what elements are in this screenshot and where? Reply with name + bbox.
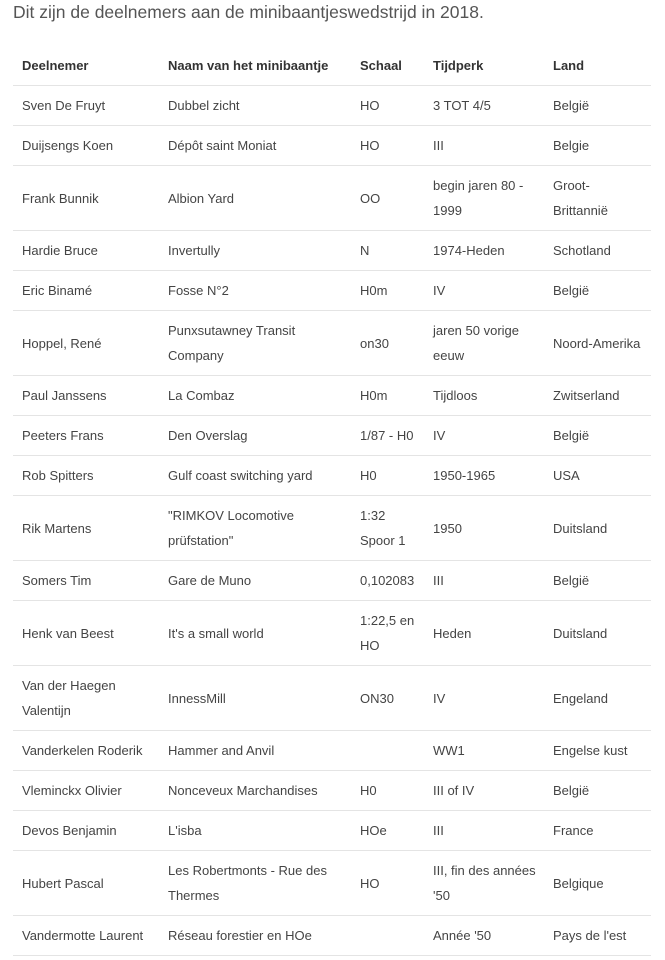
- cell-text: Fosse N°2: [168, 283, 229, 298]
- cell-text: Vandermotte Laurent: [22, 928, 144, 943]
- cell-land: [544, 916, 651, 956]
- cell-schaal: [351, 771, 424, 811]
- cell-text: Tijdloos: [433, 388, 478, 403]
- cell-land: [544, 851, 651, 916]
- cell-land: [544, 601, 651, 666]
- cell-text: InnessMill: [168, 690, 226, 706]
- cell-text: Invertully: [168, 243, 221, 258]
- cell-text: IV: [433, 428, 446, 443]
- cell-text: Vleminckx Olivier: [22, 783, 122, 798]
- cell-land: [544, 496, 651, 561]
- cell-text: Groot-: [553, 178, 590, 193]
- cell-tijdperk: [424, 166, 544, 231]
- cell-schaal: [351, 811, 424, 851]
- cell-text: Dubbel zicht: [168, 98, 240, 113]
- cell-tijdperk: [424, 311, 544, 376]
- cell-text: L'isba: [168, 823, 202, 838]
- cell-text: Hammer and Anvil: [168, 743, 275, 758]
- cell-text: Hubert Pascal: [22, 875, 104, 891]
- cell-text: 0,102083: [360, 573, 415, 588]
- cell-text: III of IV: [433, 783, 475, 798]
- cell-deelnemer: [13, 126, 159, 166]
- cell-text: 1974-Heden: [433, 243, 505, 258]
- cell-text: III: [433, 138, 444, 153]
- cell-schaal: [351, 561, 424, 601]
- table-row: [13, 271, 651, 311]
- cell-text: '50: [433, 888, 450, 903]
- cell-text: HO: [360, 638, 380, 653]
- table-row: [13, 771, 651, 811]
- cell-text: Engelse kust: [553, 743, 628, 758]
- cell-deelnemer: [13, 851, 159, 916]
- cell-tijdperk: [424, 456, 544, 496]
- cell-text: Paul Janssens: [22, 388, 107, 403]
- cell-naam: [159, 811, 351, 851]
- cell-text: Brittannië: [553, 203, 608, 218]
- cell-tijdperk: [424, 666, 544, 731]
- cell-text: Rob Spitters: [22, 468, 94, 483]
- cell-naam: [159, 126, 351, 166]
- table-row: [13, 456, 651, 496]
- cell-naam: [159, 271, 351, 311]
- cell-deelnemer: [13, 496, 159, 561]
- cell-land: [544, 811, 651, 851]
- cell-text: Duijsengs Koen: [22, 138, 114, 153]
- cell-text: jaren 50 vorige: [433, 323, 519, 338]
- cell-naam: [159, 166, 351, 231]
- cell-schaal: [351, 916, 424, 956]
- cell-text: IV: [433, 283, 446, 298]
- cell-land: [544, 456, 651, 496]
- cell-text: 1950-1965: [433, 468, 496, 483]
- cell-deelnemer: [13, 231, 159, 271]
- cell-naam: [159, 666, 351, 731]
- cell-text: Frank Bunnik: [22, 190, 99, 206]
- cell-text: Heden: [433, 625, 472, 641]
- cell-text: Devos Benjamin: [22, 823, 117, 838]
- cell-deelnemer: [13, 376, 159, 416]
- cell-text: Engeland: [553, 690, 608, 706]
- cell-text: Vanderkelen Roderik: [22, 743, 143, 758]
- cell-text: H0: [360, 783, 377, 798]
- cell-text: Gulf coast switching yard: [168, 468, 313, 483]
- cell-text: Peeters Frans: [22, 428, 104, 443]
- cell-text: Hoppel, René: [22, 335, 102, 351]
- table-row: [13, 561, 651, 601]
- cell-text: Pays de l'est: [553, 928, 627, 943]
- cell-land: [544, 376, 651, 416]
- cell-deelnemer: [13, 416, 159, 456]
- cell-text: WW1: [433, 743, 465, 758]
- cell-text: begin jaren 80 -: [433, 178, 524, 193]
- cell-text: H0m: [360, 388, 388, 403]
- table-row: [13, 916, 651, 956]
- table-body: [13, 86, 651, 956]
- cell-text: België: [553, 783, 590, 798]
- cell-text: Nonceveux Marchandises: [168, 783, 318, 798]
- table-row: [13, 811, 651, 851]
- table-row: [13, 666, 651, 731]
- column-header-schaal: Schaal: [351, 46, 424, 86]
- cell-text: III: [433, 573, 444, 588]
- cell-deelnemer: [13, 456, 159, 496]
- table-row: [13, 851, 651, 916]
- cell-naam: [159, 376, 351, 416]
- table-row: [13, 731, 651, 771]
- cell-tijdperk: [424, 496, 544, 561]
- cell-naam: [159, 311, 351, 376]
- cell-text: Duitsland: [553, 520, 608, 536]
- cell-text: Eric Binamé: [22, 283, 93, 298]
- cell-deelnemer: [13, 601, 159, 666]
- cell-schaal: [351, 456, 424, 496]
- cell-text: OO: [360, 190, 381, 206]
- cell-tijdperk: [424, 376, 544, 416]
- cell-tijdperk: [424, 811, 544, 851]
- cell-schaal: [351, 416, 424, 456]
- cell-land: [544, 416, 651, 456]
- cell-text: Hardie Bruce: [22, 243, 98, 258]
- table-row: [13, 231, 651, 271]
- cell-schaal: [351, 126, 424, 166]
- cell-text: Den Overslag: [168, 428, 248, 443]
- cell-land: [544, 231, 651, 271]
- cell-schaal: [351, 86, 424, 126]
- cell-text: 3 TOT 4/5: [433, 98, 491, 113]
- cell-schaal: [351, 601, 424, 666]
- cell-text: III: [433, 823, 444, 838]
- column-header-naam: Naam van het minibaantje: [159, 46, 351, 86]
- cell-text: on30: [360, 335, 389, 351]
- cell-text: "RIMKOV Locomotive: [168, 508, 294, 523]
- cell-text: HOe: [360, 823, 387, 838]
- cell-tijdperk: [424, 416, 544, 456]
- cell-naam: [159, 231, 351, 271]
- table-row: [13, 86, 651, 126]
- cell-tijdperk: [424, 126, 544, 166]
- cell-tijdperk: [424, 231, 544, 271]
- cell-naam: [159, 456, 351, 496]
- cell-naam: [159, 496, 351, 561]
- table-row: [13, 166, 651, 231]
- cell-deelnemer: [13, 166, 159, 231]
- cell-land: [544, 561, 651, 601]
- cell-land: [544, 166, 651, 231]
- cell-naam: [159, 416, 351, 456]
- table-row: [13, 601, 651, 666]
- cell-land: [544, 86, 651, 126]
- cell-text: Van der Haegen: [22, 678, 116, 693]
- cell-land: [544, 731, 651, 771]
- cell-text: ON30: [360, 690, 394, 706]
- cell-text: Gare de Muno: [168, 573, 252, 588]
- cell-text: Company: [168, 348, 224, 363]
- cell-deelnemer: [13, 811, 159, 851]
- cell-deelnemer: [13, 86, 159, 126]
- cell-text: België: [553, 428, 590, 443]
- cell-text: III, fin des années: [433, 863, 536, 878]
- cell-text: Réseau forestier en HOe: [168, 928, 312, 943]
- cell-tijdperk: [424, 916, 544, 956]
- cell-tijdperk: [424, 731, 544, 771]
- cell-text: Punxsutawney Transit: [168, 323, 296, 338]
- cell-text: prüfstation": [168, 533, 234, 548]
- cell-naam: [159, 601, 351, 666]
- cell-text: It's a small world: [168, 625, 264, 641]
- cell-tijdperk: [424, 851, 544, 916]
- participants-table: [13, 46, 651, 956]
- cell-text: Duitsland: [553, 625, 608, 641]
- cell-text: IV: [433, 690, 446, 706]
- cell-text: H0: [360, 468, 377, 483]
- cell-schaal: [351, 311, 424, 376]
- cell-naam: [159, 851, 351, 916]
- cell-schaal: [351, 271, 424, 311]
- cell-text: Belgique: [553, 875, 604, 891]
- intro-text: Dit zijn de deelnemers aan de minibaantjeswedstrijd in 2018.: [13, 2, 484, 22]
- cell-text: Année '50: [433, 928, 492, 943]
- cell-schaal: [351, 231, 424, 271]
- cell-deelnemer: [13, 271, 159, 311]
- cell-text: 1999: [433, 203, 462, 218]
- cell-text: Somers Tim: [22, 573, 92, 588]
- cell-text: Sven De Fruyt: [22, 98, 106, 113]
- cell-text: 1:32: [360, 508, 386, 523]
- cell-land: [544, 271, 651, 311]
- cell-land: [544, 126, 651, 166]
- cell-text: 1950: [433, 520, 462, 536]
- column-header-deelnemer: Deelnemer: [13, 46, 159, 86]
- cell-schaal: [351, 666, 424, 731]
- cell-tijdperk: [424, 561, 544, 601]
- cell-deelnemer: [13, 771, 159, 811]
- table-row: [13, 416, 651, 456]
- cell-schaal: [351, 496, 424, 561]
- cell-text: 1:22,5 en: [360, 613, 415, 628]
- cell-schaal: [351, 376, 424, 416]
- cell-text: Belgie: [553, 138, 590, 153]
- cell-text: Les Robertmonts - Rue des: [168, 863, 327, 878]
- cell-naam: [159, 731, 351, 771]
- cell-text: België: [553, 283, 590, 298]
- cell-land: [544, 666, 651, 731]
- cell-text: Thermes: [168, 888, 220, 903]
- table-header-row: [13, 46, 651, 86]
- cell-deelnemer: [13, 731, 159, 771]
- cell-text: HO: [360, 875, 380, 891]
- cell-deelnemer: [13, 311, 159, 376]
- cell-text: Rik Martens: [22, 520, 92, 536]
- cell-land: [544, 771, 651, 811]
- cell-text: HO: [360, 138, 380, 153]
- cell-naam: [159, 771, 351, 811]
- cell-tijdperk: [424, 86, 544, 126]
- cell-schaal: [351, 851, 424, 916]
- cell-deelnemer: [13, 561, 159, 601]
- column-header-land: Land: [544, 46, 651, 86]
- cell-tijdperk: [424, 601, 544, 666]
- cell-text: eeuw: [433, 348, 465, 363]
- cell-deelnemer: [13, 666, 159, 731]
- cell-text: Schotland: [553, 243, 611, 258]
- cell-text: HO: [360, 98, 380, 113]
- cell-naam: [159, 916, 351, 956]
- cell-text: USA: [553, 468, 580, 483]
- cell-text: Valentijn: [22, 703, 71, 718]
- cell-schaal: [351, 166, 424, 231]
- cell-naam: [159, 86, 351, 126]
- cell-text: Albion Yard: [168, 190, 235, 206]
- cell-tijdperk: [424, 271, 544, 311]
- cell-text: Henk van Beest: [22, 625, 114, 641]
- cell-text: H0m: [360, 283, 388, 298]
- cell-text: Spoor 1: [360, 533, 406, 548]
- cell-text: België: [553, 98, 590, 113]
- cell-text: België: [553, 573, 590, 588]
- cell-text: 1/87 - H0: [360, 428, 414, 443]
- cell-text: Noord-Amerika: [553, 335, 641, 351]
- cell-text: France: [553, 823, 594, 838]
- cell-naam: [159, 561, 351, 601]
- table-row: [13, 126, 651, 166]
- cell-text: Dépôt saint Moniat: [168, 138, 277, 153]
- cell-text: Zwitserland: [553, 388, 620, 403]
- column-header-tijdperk: Tijdperk: [424, 46, 544, 86]
- cell-text: La Combaz: [168, 388, 235, 403]
- table-row: [13, 311, 651, 376]
- cell-tijdperk: [424, 771, 544, 811]
- cell-land: [544, 311, 651, 376]
- cell-schaal: [351, 731, 424, 771]
- table-row: [13, 496, 651, 561]
- cell-deelnemer: [13, 916, 159, 956]
- table-row: [13, 376, 651, 416]
- cell-text: N: [360, 243, 370, 258]
